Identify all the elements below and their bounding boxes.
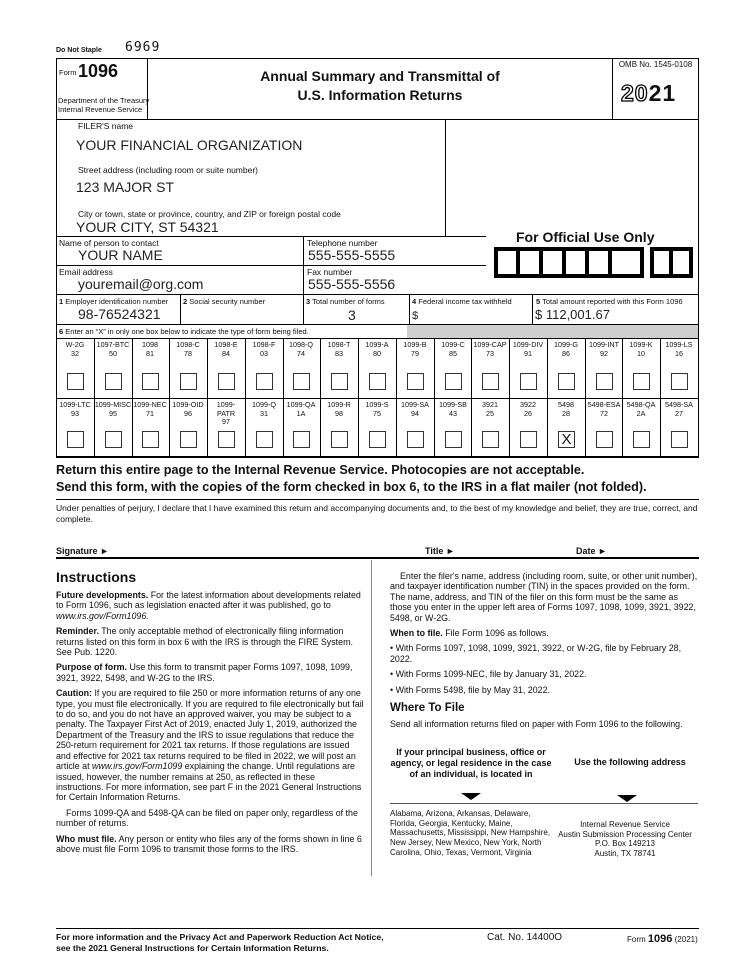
box6-shaded-area <box>407 325 698 338</box>
address-line-4: Austin, TX 78741 <box>594 849 656 859</box>
dept-line1: Department of the Treasury <box>58 96 150 105</box>
instructions-left-column <box>56 590 364 859</box>
title-label: Title ► <box>425 546 455 556</box>
form-type-label <box>319 341 359 358</box>
form-type-label <box>621 401 661 418</box>
irs-address <box>552 820 698 859</box>
form-type-name: 1099-CAP <box>473 340 507 349</box>
where-table-line <box>390 803 698 804</box>
form-type-name: 1099-B <box>403 340 427 349</box>
dept-line2: Internal Revenue Service <box>58 105 143 114</box>
form-type-label <box>546 401 586 418</box>
withheld-value[interactable]: $ <box>412 310 419 322</box>
form-type-code: 85 <box>449 348 457 358</box>
header-bottom-line <box>56 119 698 120</box>
form-type-checkbox-1099-s[interactable] <box>369 431 386 448</box>
instructions-right-column <box>390 571 700 700</box>
form-title-line1: Annual Summary and Transmittal of <box>260 68 500 84</box>
form-type-checkbox-1099-nec[interactable] <box>142 431 159 448</box>
date-label: Date ► <box>576 546 607 556</box>
ofc-sep-2 <box>539 247 543 278</box>
form-type-code: 27 <box>675 408 683 418</box>
ofc-sep-6 <box>669 247 673 278</box>
form-type-label <box>508 401 548 418</box>
box1-label: 1 Employer identification number <box>59 297 169 306</box>
form-type-code: 81 <box>146 348 154 358</box>
form-type-name: 1099-G <box>554 340 578 349</box>
form-prefix: Form <box>59 68 77 77</box>
form-type-label <box>206 401 246 427</box>
form-type-code: 72 <box>600 408 608 418</box>
form-type-code: 83 <box>335 348 343 358</box>
form-type-checkbox-1098-e[interactable] <box>218 373 235 390</box>
form-type-checkbox-1099-ltc[interactable] <box>67 431 84 448</box>
filer-name-value[interactable]: YOUR FINANCIAL ORGANIZATION <box>76 137 303 153</box>
form-type-label <box>433 341 473 358</box>
handwritten-number: 6969 <box>125 40 161 55</box>
enter-filer-info: Enter the filer's name, address (including room, suite, or other unit number), and taxpayer identification number (TIN) in the spaces provided on the form. The name, address, and TIN of the filer on this form must be the same as those you enter in the upper left area of Forms 1097, 1098, 1099, 3921, 3922, 5498, or W-2G. <box>390 571 698 623</box>
form-type-checkbox-1099-int[interactable] <box>596 373 613 390</box>
form-type-code: 80 <box>373 348 381 358</box>
form-type-label <box>470 401 510 418</box>
form-type-checkbox-1099-cap[interactable] <box>482 373 499 390</box>
form-type-checkbox-1099-ls[interactable] <box>671 373 688 390</box>
form-type-checkbox-1099-misc[interactable] <box>105 431 122 448</box>
form-type-label <box>244 401 284 418</box>
where-to-file-heading: Where To File <box>390 702 465 714</box>
year-prefix: 20 <box>621 80 649 106</box>
form-type-name: 1099-Q <box>252 400 276 409</box>
form-type-name: 5498 <box>558 400 574 409</box>
form-type-checkbox-5498-sa[interactable] <box>671 431 688 448</box>
form-type-code: 97 <box>222 417 230 426</box>
form-type-name: 1099-INT <box>589 340 619 349</box>
form-type-code: 71 <box>146 408 154 418</box>
form-year <box>621 80 676 107</box>
form-type-label <box>470 341 510 358</box>
qa-forms-note: Forms 1099-QA and 5498-QA can be filed on paper only, regardless of the number of returns. <box>56 807 358 829</box>
reminder: Reminder. The only acceptable method of electronically filing information returns listed on this form in box 6 with the IRS is through the FIRE System. See Pub. 1220. <box>56 626 353 658</box>
who-must-file: Who must file. Any person or entity who files any of the forms shown in line 6 above must file Form 1096 to transmit those forms to the IRS. <box>56 833 362 854</box>
contact-row-top <box>56 236 486 237</box>
form-type-checkbox-3922[interactable] <box>520 431 537 448</box>
form-type-name: 5498-SA <box>665 400 693 409</box>
footer-form-id <box>627 933 698 945</box>
form-type-name: 1099-LTC <box>59 400 91 409</box>
address-line-2: Austin Submission Processing Center <box>558 829 692 839</box>
caution-link[interactable]: www.irs.gov/Form1099 <box>92 761 183 772</box>
form-type-name: 5498-QA <box>626 400 656 409</box>
form-type-name: 1099-LS <box>665 340 693 349</box>
signature-line <box>56 557 699 559</box>
box3-label: 3 Total number of forms <box>306 297 385 306</box>
return-notice-line1: Return this entire page to the Internal Revenue Service. Photocopies are not acceptable. <box>56 463 585 477</box>
form-type-name: 1099-DIV <box>512 340 544 349</box>
address-line-3: P.O. Box 149213 <box>595 839 655 849</box>
form-type-label <box>130 401 170 418</box>
box5-label: 5 Total amount reported with this Form 1096 <box>536 297 683 306</box>
form-type-checkbox-1099-q[interactable] <box>256 431 273 448</box>
form-type-checkbox-1099-qa[interactable] <box>293 431 310 448</box>
city-value[interactable]: YOUR CITY, ST 54321 <box>76 219 219 235</box>
ofc-sep-4 <box>585 247 589 278</box>
form-type-checkbox-1099-patr[interactable] <box>218 431 235 448</box>
form-type-code: 03 <box>260 348 268 358</box>
form-type-name: 1099-OID <box>172 400 204 409</box>
form-number: 1096 <box>78 61 119 81</box>
location-arrow-icon <box>461 793 481 800</box>
form-type-name: W-2G <box>65 340 85 349</box>
form-type-label <box>206 341 246 358</box>
phone-value[interactable]: 555-555-5555 <box>308 247 396 263</box>
form-type-checkbox-1099-a[interactable] <box>369 373 386 390</box>
form-type-label <box>93 341 133 358</box>
form-type-checkbox-1099-oid[interactable] <box>180 431 197 448</box>
form-type-label <box>55 341 95 358</box>
fax-label: Fax number <box>307 267 353 277</box>
form-type-checkbox-1099-sb[interactable] <box>445 431 462 448</box>
form-type-name: 1098-F <box>252 340 276 349</box>
form-type-name: 3921 <box>482 400 498 409</box>
omb-number: OMB No. 1545-0108 <box>618 60 693 69</box>
box1-divider <box>180 294 181 324</box>
form-type-code: 28 <box>562 408 570 418</box>
form-type-code: 2A <box>636 408 646 418</box>
form-type-name: 1099-A <box>365 340 389 349</box>
form-type-code: 1A <box>296 408 306 418</box>
street-label: Street address (including room or suite number) <box>78 165 258 175</box>
official-use-label: For Official Use Only <box>516 229 655 245</box>
form-type-code: 86 <box>562 348 570 358</box>
form-type-code: 16 <box>675 348 683 358</box>
form-type-code: 10 <box>637 348 645 358</box>
instructions-heading: Instructions <box>56 569 137 585</box>
form-type-name: 1098-E <box>214 340 238 349</box>
form-type-code: 78 <box>184 348 192 358</box>
future-developments: Future developments. For the latest information about developments related to Form 1096, such as legislation enacted after it was published, go to www.irs.gov/Form1096. <box>56 590 361 621</box>
form-type-name: 1099-SA <box>401 400 429 409</box>
form-type-checkbox-1099-k[interactable] <box>633 373 650 390</box>
form-right-border <box>698 58 699 457</box>
fax-value[interactable]: 555-555-5556 <box>308 276 396 292</box>
form-type-label <box>244 341 284 358</box>
form-top-border <box>56 58 698 59</box>
form-type-label <box>55 401 95 418</box>
boxes-row-top <box>56 294 698 295</box>
form-type-name: 1098-Q <box>289 340 313 349</box>
perjury-top-line <box>56 499 699 500</box>
form-type-name: 1098-C <box>176 340 200 349</box>
footer-form-year: (2021) <box>674 935 698 944</box>
box2-label: 2 Social security number <box>183 297 266 306</box>
form-type-name: 1099-K <box>629 340 653 349</box>
form-type-code: 50 <box>109 348 117 358</box>
form-type-name: 1099-SB <box>439 400 467 409</box>
form-type-code: 32 <box>71 348 79 358</box>
form-type-label <box>508 341 548 358</box>
when-to-file: When to file. File Form 1096 as follows. <box>390 628 549 639</box>
form-type-checkbox-1098-t[interactable] <box>331 373 348 390</box>
form-type-checkbox-5498[interactable]: X <box>558 431 575 448</box>
form-type-code: 74 <box>297 348 305 358</box>
form-type-name: 1099-S <box>365 400 389 409</box>
column-divider <box>371 560 372 876</box>
footer-line <box>56 928 699 929</box>
when-bullet-2: • With Forms 1099-NEC, file by January 31, 2022. <box>390 669 587 680</box>
ein-value[interactable]: 98-76524321 <box>78 306 161 322</box>
form-type-code: 25 <box>486 408 494 418</box>
total-amount-value[interactable]: $ 112,001.67 <box>535 307 610 322</box>
street-value[interactable]: 123 MAJOR ST <box>76 179 175 195</box>
form-type-code: 43 <box>449 408 457 418</box>
form-bottom-border <box>56 456 699 458</box>
address-arrow-icon <box>617 795 637 802</box>
perjury-statement: Under penalties of perjury, I declare that I have examined this return and accompanying documents and, to the best of my knowledge and belief, they are true, correct, and complete. <box>56 503 698 524</box>
form-type-checkbox-1098-c[interactable] <box>180 373 197 390</box>
form-type-label <box>281 341 321 358</box>
ofc-sep-3 <box>562 247 566 278</box>
grid-row-divider <box>56 398 698 399</box>
states-list: Alabama, Arizona, Arkansas, Delaware, Florida, Georgia, Kentucky, Maine, Massachusetts, Mississippi, New Hampshire, New Jersey, New Mexico, New York, North Carolina, Ohio, Texas, Vermont, Virginia <box>390 809 551 857</box>
city-label: City or town, state or province, country, and ZIP or foreign postal code <box>78 209 341 219</box>
form-type-code: 92 <box>600 348 608 358</box>
catalog-number: Cat. No. 14400O <box>487 932 563 943</box>
form-type-label <box>621 341 661 358</box>
form-type-name: 1098 <box>142 340 158 349</box>
ofc-sep-1 <box>516 247 520 278</box>
filer-name-label: FILER'S name <box>78 121 134 131</box>
form-type-code: 98 <box>335 408 343 418</box>
box2-divider <box>303 294 304 324</box>
form-type-checkbox-1099-sa[interactable] <box>407 431 424 448</box>
form-type-label <box>168 401 208 418</box>
form-type-code: 73 <box>486 348 494 358</box>
form-type-name: 1099-C <box>441 340 465 349</box>
address-column-header: Use the following address <box>574 757 686 767</box>
form-type-label <box>395 401 435 418</box>
box6-label: 6 Enter an “X” in only one box below to indicate the type of form being filed. <box>59 327 309 336</box>
form-type-label <box>395 341 435 358</box>
contact-value[interactable]: YOUR NAME <box>78 247 163 263</box>
footer-form-label: Form <box>627 935 646 944</box>
form-type-label <box>357 341 397 358</box>
form-type-label <box>546 341 586 358</box>
form-type-code: 79 <box>411 348 419 358</box>
email-label: Email address <box>59 267 113 277</box>
future-link[interactable]: www.irs.gov/Form1096. <box>56 610 149 621</box>
contact-label: Name of person to contact <box>59 238 159 248</box>
form-type-label <box>93 401 133 418</box>
form-type-label <box>659 341 699 358</box>
location-column-header: If your principal business, office or agency, or legal residence in the case of an individual, is located in <box>390 747 552 779</box>
form-type-label <box>281 401 321 418</box>
form-type-checkbox-1098[interactable] <box>142 373 159 390</box>
form-type-code: 31 <box>260 408 268 418</box>
form-type-label <box>130 341 170 358</box>
form-type-name: 1099-MISC <box>94 400 132 409</box>
when-bullet-3: • With Forms 5498, file by May 31, 2022. <box>390 684 550 695</box>
purpose: Purpose of form. Use this form to transmit paper Forms 1097, 1098, 1099, 3921, 3922, 5498, and W-2G to the IRS. <box>56 662 353 683</box>
form-type-name: 1099-QA <box>286 400 316 409</box>
form-type-checkbox-1099-b[interactable] <box>407 373 424 390</box>
form-type-label <box>319 401 359 418</box>
form-type-code: 94 <box>411 408 419 418</box>
form-type-label <box>584 341 624 358</box>
return-notice-line2: Send this form, with the copies of the form checked in box 6, to the IRS in a flat mailer (not folded). <box>56 480 647 494</box>
total-forms-value[interactable]: 3 <box>348 307 356 323</box>
privacy-notice <box>56 932 384 954</box>
form-type-name: 5498-ESA <box>587 400 621 409</box>
address-line-1: Internal Revenue Service <box>580 820 670 829</box>
phone-label: Telephone number <box>307 238 378 248</box>
form-type-label <box>168 341 208 358</box>
email-value[interactable]: youremail@org.com <box>78 276 204 292</box>
form-title-line2: U.S. Information Returns <box>297 87 463 103</box>
form-type-label <box>357 401 397 418</box>
form-type-name: 1099-R <box>327 400 351 409</box>
form-type-code: 75 <box>373 408 381 418</box>
ofc-sep-5 <box>608 247 612 278</box>
box4-divider <box>532 294 533 324</box>
filer-right-divider <box>445 119 446 237</box>
form-type-code: 93 <box>71 408 79 418</box>
form-type-name: 1099-NEC <box>133 400 167 409</box>
form-type-checkbox-1099-div[interactable] <box>520 373 537 390</box>
form-type-checkbox-3921[interactable] <box>482 431 499 448</box>
box4-label: 4 Federal income tax withheld <box>412 297 512 306</box>
form-type-name: 3922 <box>520 400 536 409</box>
privacy-notice-line2: see the 2021 General Instructions for Certain Information Returns. <box>56 943 329 953</box>
email-row-top <box>56 265 486 266</box>
do-not-staple-label: Do Not Staple <box>56 47 102 54</box>
form-type-label <box>659 401 699 418</box>
form-type-checkbox-5498-qa[interactable] <box>633 431 650 448</box>
form-type-checkbox-1098-f[interactable] <box>256 373 273 390</box>
form-type-checkbox-1099-c[interactable] <box>445 373 462 390</box>
where-to-file-text: Send all information returns filed on paper with Form 1096 to the following. <box>390 719 683 729</box>
form-type-code: 95 <box>109 408 117 418</box>
privacy-notice-line1: For more information and the Privacy Act and Paperwork Reduction Act Notice, <box>56 932 384 942</box>
signature-label: Signature ► <box>56 546 109 556</box>
form-type-checkbox-1099-g[interactable] <box>558 373 575 390</box>
form-type-code: 96 <box>184 408 192 418</box>
footer-form-number: 1096 <box>647 933 673 945</box>
form-type-code: 26 <box>524 408 532 418</box>
form-type-checkbox-5498-esa[interactable] <box>596 431 613 448</box>
box3-divider <box>409 294 410 324</box>
form-type-code: 84 <box>222 348 230 358</box>
caution: Caution: If you are required to file 250 or more information returns of any one type, you must file electronically. If you are required to file electronically but fail to do so, and you do not have an approved waiver, you may be subject to a penalty. The Taxpayer First Act of 2019, enacted July 1, 2019, authorized the Department of the Treasury and the IRS to issue regulations that reduce the 250-return requirement for 2021 tax returns. If those regulations are issued and effective for 2021 tax returns required to be filed in 2022, we will post an article at www.irs.gov/Form1099 explaining the change. Until regulations are issued, however, the number remains at 250, as reflected in these instructions. For more information, see part F in the 2021 General Instructions for Certain Information Returns. <box>56 688 364 803</box>
form-type-checkbox-1097-btc[interactable] <box>105 373 122 390</box>
form-type-name: 1099- PATR <box>216 400 236 418</box>
form-type-label <box>433 401 473 418</box>
form-type-checkbox-1099-r[interactable] <box>331 431 348 448</box>
form-type-name: 1097-BTC <box>96 340 130 349</box>
form-type-code: 91 <box>524 348 532 358</box>
year-suffix: 21 <box>648 80 677 106</box>
form-type-label <box>584 401 624 418</box>
form-type-checkbox-w-2g[interactable] <box>67 373 84 390</box>
form-type-name: 1098-T <box>327 340 351 349</box>
box6-row-bottom <box>56 338 698 339</box>
when-bullet-1: • With Forms 1097, 1098, 1099, 3921, 3922, or W-2G, file by February 28, 2022. <box>390 643 682 664</box>
form-type-checkbox-1098-q[interactable] <box>293 373 310 390</box>
